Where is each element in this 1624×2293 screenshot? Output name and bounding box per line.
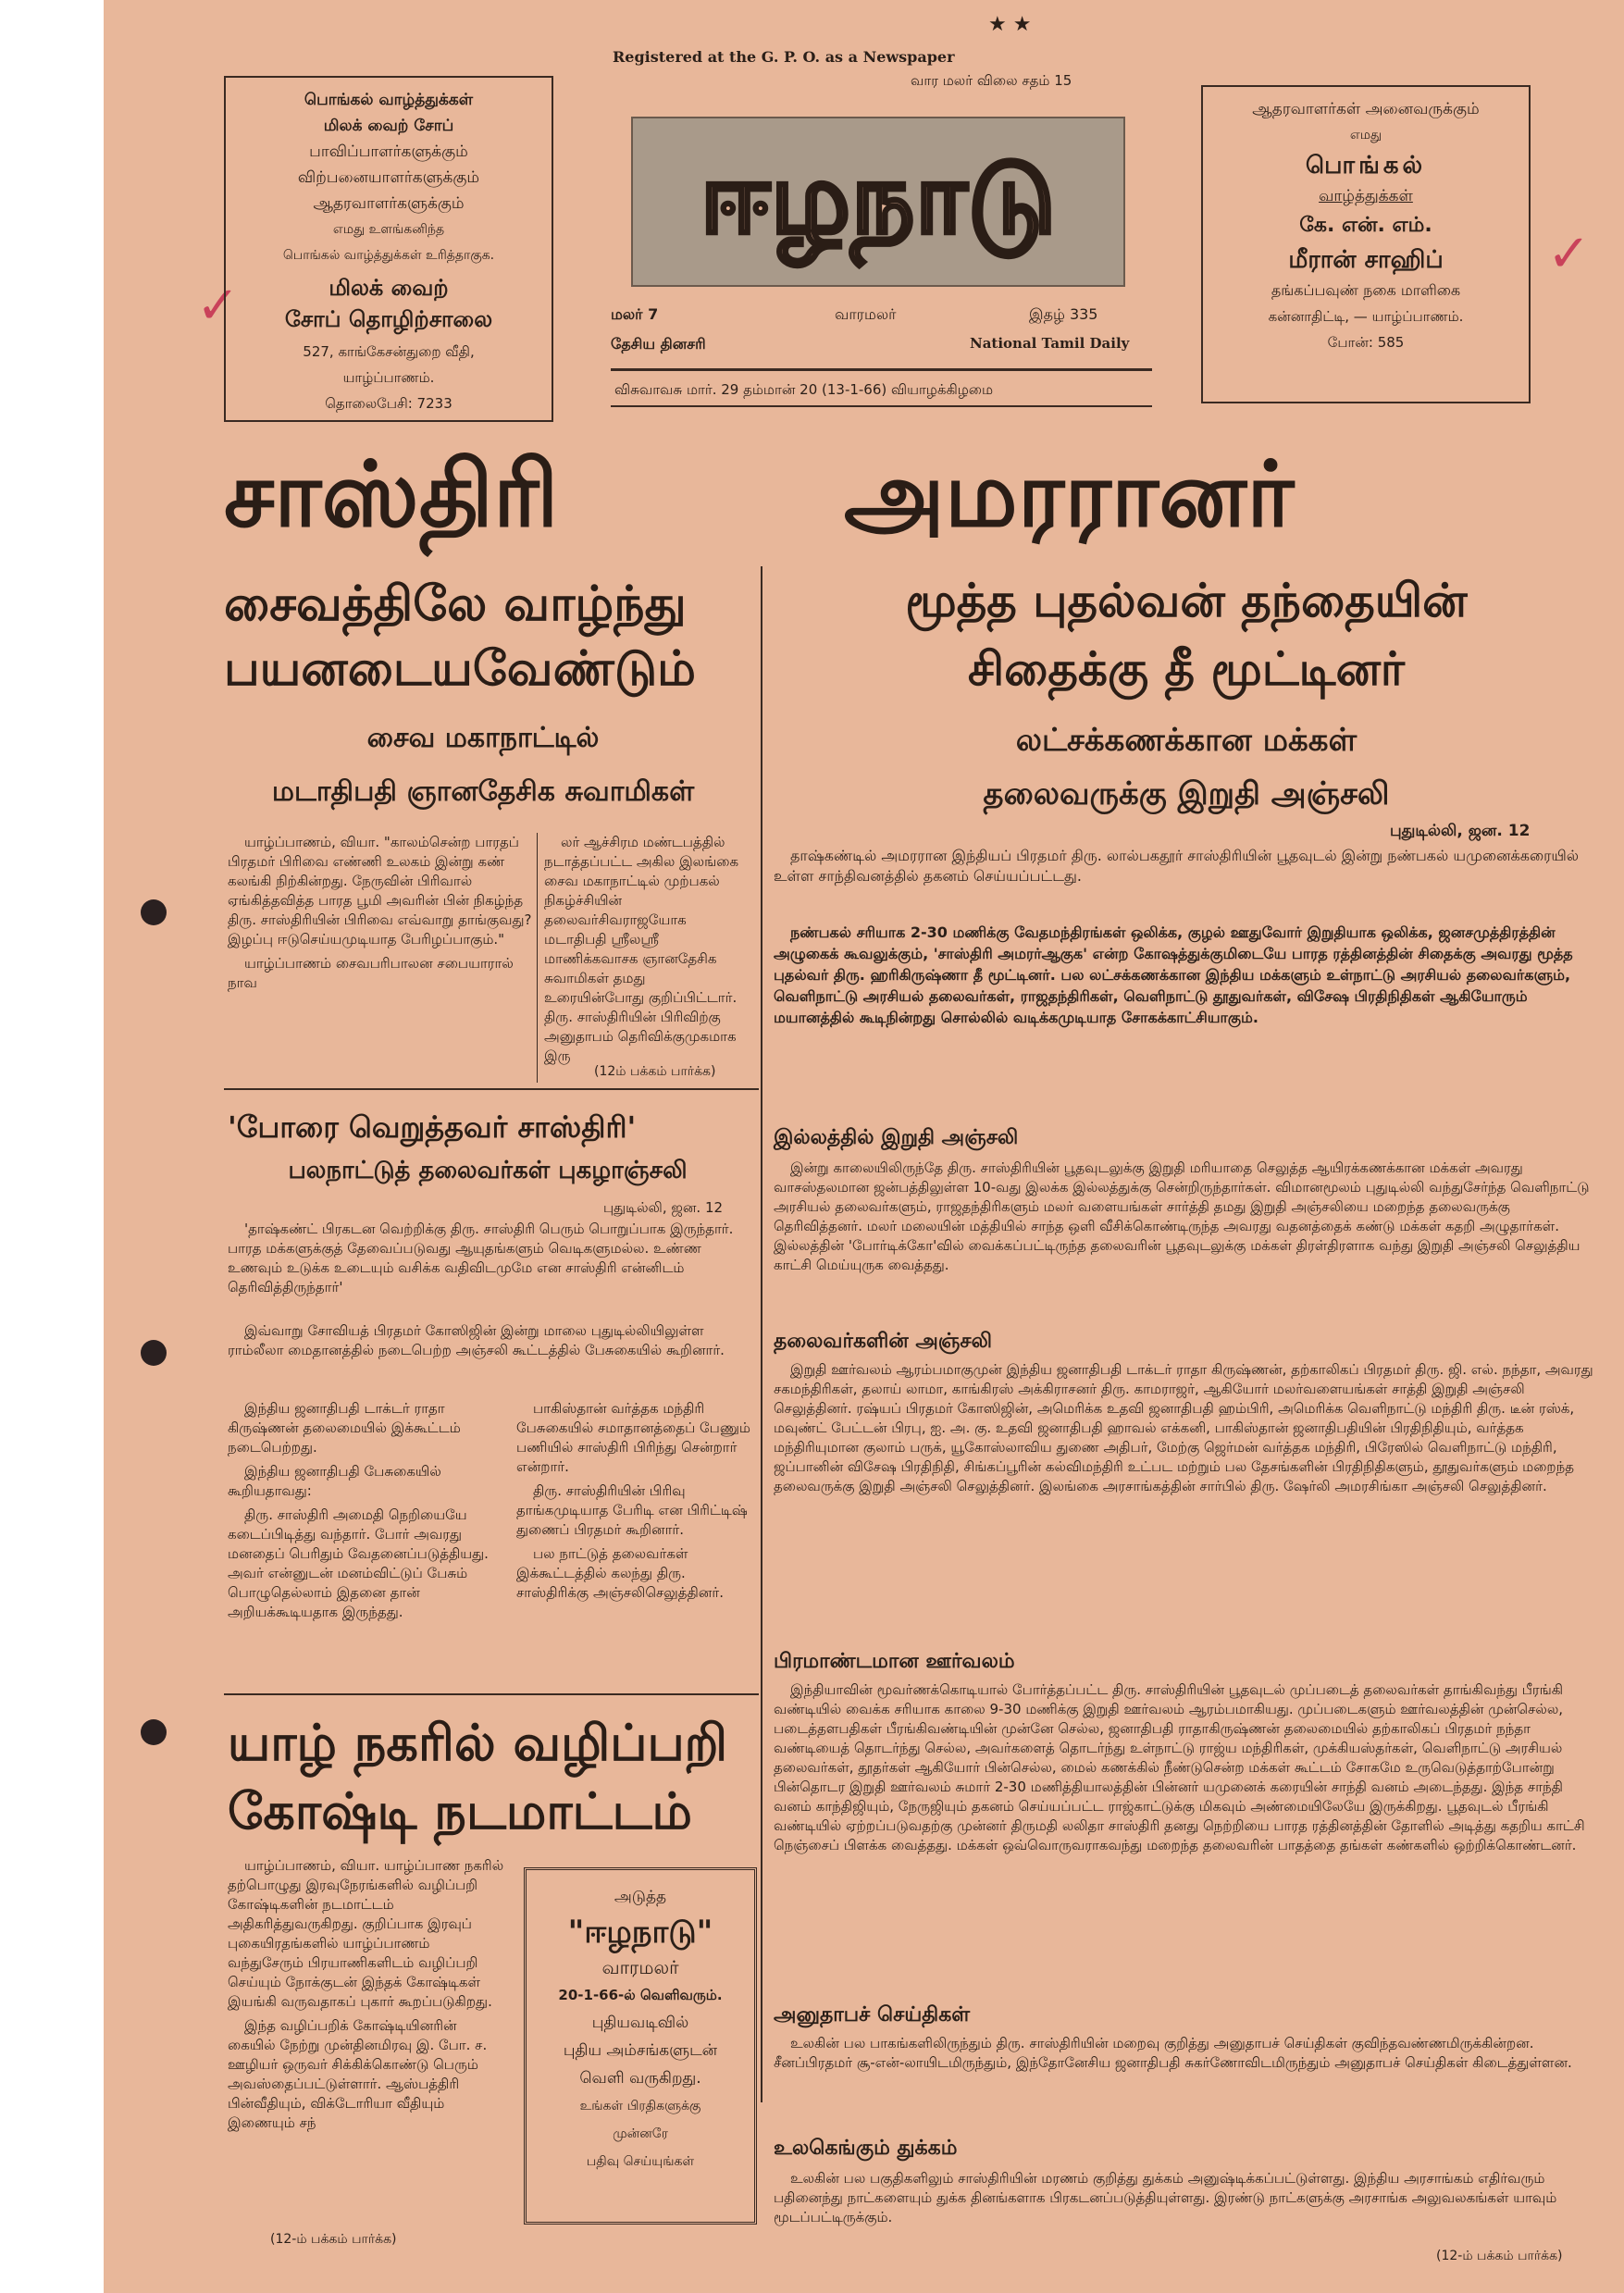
left-story-col-divider — [537, 833, 538, 1083]
issue-weekly: வாரமலர் — [835, 305, 897, 323]
right-story-subhead: லட்சக்கணக்கான மக்கள் — [1015, 722, 1357, 759]
bottom-story-headline: கோஷ்டி நடமாட்டம் — [228, 1781, 693, 1841]
left-story-subhead: மடாதிபதி ஞானதேசிக சுவாமிகள் — [271, 775, 695, 808]
ad-right-shop: தங்கப்பவுண் நகை மாளிகை — [1271, 281, 1461, 299]
right-story-dateline: புதுடில்லி, ஜன. 12 — [1390, 822, 1531, 840]
ad-left-phone: தொலைபேசி: 7233 — [325, 395, 452, 412]
notice-line: முன்னரே — [613, 2126, 668, 2141]
ad-left-line: ஆதரவாளர்களுக்கும் — [313, 194, 465, 213]
right-story-section-head: இல்லத்தில் இறுதி அஞ்சலி — [774, 1125, 1019, 1149]
right-story-para: தாஷ்கண்டில் அமரரான இந்தியப் பிரதமர் திரு. லால்பகதூர் சாஸ்திரியின் பூதவுடல் இன்று நண்பகல் யமுனைக்கரையில் உள்ள சாந்திவனத்தில் தகனம் செய்யப்பட்டது. — [774, 847, 1580, 885]
left-story-continued: (12ம் பக்கம் பார்க்க) — [594, 1064, 716, 1079]
ad-left-line: பொங்கல் வாழ்த்துக்கள் உரித்தாகுக. — [282, 248, 495, 263]
right-story-section-head: உலகெங்கும் துக்கம் — [774, 2136, 958, 2160]
punch-hole — [141, 1719, 167, 1745]
left-story-col2: லர் ஆச்சிரம மண்டபத்தில் நடாத்தப்பட்ட அகில இலங்கை சைவ மகாநாட்டில் முற்பகல் நிகழ்ச்சியின் தலைவர்சிவராஜயோக மடாதிபதி ஸ்ரீலஸ்ரீ மாணிக்கவாசக ஞானதேசிக சுவாமிகள் தமது உரையின்போது குறிப்பிட்டார். திரு. சாஸ்திரியின் பிரிவிற்கு அனுதாபம் தெரிவிக்குமுகமாக இரு — [544, 834, 739, 1064]
mid-story-headline: 'போரை வெறுத்தவர் சாஸ்திரி' — [228, 1109, 637, 1145]
notice-line: புதிய அம்சங்களுடன் — [563, 2041, 718, 2060]
banner-headline-right: அமரரானர் — [844, 441, 1295, 548]
right-story-section-text: இந்தியாவின் மூவர்ணக்கொடியால் போர்த்தப்பட்ட திரு. சாஸ்திரியின் பூதவுடல் முப்படைத் தலைவர்கள் தாங்கிவந்து பீரங்கி வண்டியில் வைக்க சரியாக காலை 9-30 மணிக்கு இறுதி ஊர்வலம் ஆரம்பமாகியது. முப்படைகளும் ஊர்வலத்தின் முன்செல்ல, படைத்தளபதிகள் பீரங்கிவண்டியின் முன்னே செல்ல, ஜனாதிபதி ராதாகிருஷ்ணன் தலைமையில் தற்காலிகப் பிரதமர் நந்தா வண்டியைத் தொடர்ந்து செல்ல, அவர்களைத் தொடர்ந்து உள்நாட்டு ராஜ்ய மந்திரிகள், முக்கியஸ்தர்கள், வெளிநாட்டு அரசியல் தலைவர்கள், தூதர்கள் ஆகியோர் பின்செல்ல, மைல் கணக்கில் நீண்டுசென்ற மக்கள் கூட்டம் சோகமே உருவெடுத்தாற்போன்று பின்தொடர இறுதி ஊர்வலம் சுமார் 2-30 மணித்தியாலத்தின் பின்னர் யமுனைக் கரையின் சாந்தி வனம் அடைந்தது. இந்த சாந்தி வனம் காந்திஜியும், நேருஜியும் தகனம் செய்யப்பட்ட ராஜ்காட்டுக்கு மிகவும் அண்மையிலேயே இருக்கிறது. பூதவுடல் பீரங்கி வண்டியில் ஏற்றப்படுவதற்கு முன்னர் திருமதி லலிதா சாஸ்திரி தனது நெற்றியை பாரத ரத்தினத்தின் தோளில் அடித்து கதறிய காட்சி நெஞ்சைப் பிளக்க வைத்தது. மக்கள் ஒவ்வொருவராகவந்து மறைந்த தலைவரின் பாதத்தை தங்கள் கண்களில் ஒற்றிக்கொண்டனர். — [774, 1681, 1585, 1853]
ad-right-line: எமது — [1349, 128, 1382, 143]
next-issue-notice — [524, 1867, 757, 2225]
right-story-section-head: பிரமாண்டமான ஊர்வலம் — [774, 1649, 1015, 1673]
ad-left-line: மிலக் வைற் சோப் — [323, 117, 454, 135]
bottom-story-continued: (12-ம் பக்கம் பார்க்க) — [270, 2232, 397, 2247]
dateline: விசுவாவசு மார். 29 தம்மான் 20 (13-1-66) வியாழக்கிழமை — [614, 381, 994, 398]
ad-right-phone: போன்: 585 — [1327, 334, 1405, 351]
notice-line: அடுத்த — [614, 1888, 667, 1906]
ad-left-line: எமது உளங்கனிந்த — [332, 222, 445, 237]
right-story-section-text: உலகின் பல பாகங்களிலிருந்தும் திரு. சாஸ்திரியின் மறைவு குறித்து அனுதாபச் செய்திகள் குவிந்தவண்ணமிருக்கின்றன. சீனப்பிரதமர் சூ-என்-லாயிடமிருந்தும், இந்தோனேசிய ஜனாதிபதி சுகர்ணோவிடமிருந்தும் அனுதாபச் செய்திகள் கிடைத்துள்ளன. — [774, 2035, 1572, 2071]
notice-line: உங்கள் பிரதிகளுக்கு — [579, 2099, 701, 2113]
issue-number: இதழ் 335 — [1029, 305, 1098, 323]
right-story-section-head: தலைவர்களின் அஞ்சலி — [774, 1329, 993, 1353]
ad-left-company: மிலக் வைற் — [329, 275, 449, 301]
national-daily-en: National Tamil Daily — [970, 335, 1130, 352]
right-story-section-text: இறுதி ஊர்வலம் ஆரம்பமாகுமுன் இந்திய ஜனாதிபதி டாக்டர் ராதா கிருஷ்ணன், தற்காலிகப் பிரதமர் திரு. ஜி. எல். நந்தா, அவரது சகமந்திரிகள், தலாய் லாமா, காங்கிரஸ் அக்கிராசனர் திரு. காமராஜர், ஆகியோர் மலர்வளையங்கள் சாத்தி இறுதி அஞ்சலி செலுத்தினர். ரஷ்யப் பிரதமர் கோஸிஜின், அமெரிக்க உதவி ஜனாதிபதி ஹம்பிரி, அமெரிக்க வெளிநாட்டு மந்திரி திரு. டீன் ரஸ்க், மவுண்ட் பேட்டன் பிரபு, ஐ. அ. கு. உதவி ஜனாதிபதி ஹாவல் எக்கனி, பாகிஸ்தான் ஜனாதிபதியின் பிரதிநிதியும், வர்த்தக மந்திரியுமான குலாம் பருக், யூகோஸ்லாவிய துணை அதிபர், மேற்கு ஜெர்மன் வர்த்தக மந்திரி, பிரேஸில் வெளிநாட்டு மந்திரி, ஜப்பானின் விசேஷ பிரதிநிதி, சிங்கப்பூரின் கல்விமந்திரி உட்பட மற்றும் பல தேசங்களின் பிரதிநிதிகளும், தூதுவர்களும் மறைந்த தலைவருக்கு இறுதி அஞ்சலி செலுத்தினர். இலங்கை அரசாங்கத்தின் சார்பில் திரு. ஷேர்லி அமரசிங்கா அஞ்சலி செலுத்தினர். — [774, 1361, 1593, 1494]
notice-title: "ஈழநாடு" — [567, 1914, 713, 1951]
ad-left-company: சோப் தொழிற்சாலை — [284, 306, 493, 332]
ad-right-name: மீரான் சாஹிப் — [1288, 246, 1444, 274]
price: வார மலர் விலை சதம் 15 — [911, 72, 1072, 89]
right-story-headline: சிதைக்கு தீ மூட்டினர் — [967, 641, 1406, 696]
punch-hole — [141, 899, 167, 925]
red-tick-mark: ✓ — [196, 276, 240, 336]
notice-line: 20-1-66-ல் வெளிவரும். — [558, 1987, 723, 2003]
mid-story-lead: இவ்வாறு சோவியத் பிரதமர் கோஸிஜின் இன்று மாலை புதுடில்லியிலுள்ள ராம்லீலா மைதானத்தில் நடைபெற்ற அஞ்சலி கூட்டத்தில் பேசுகையில் கூறினார். — [228, 1322, 725, 1358]
ad-right-big: பொங்கல் — [1305, 152, 1427, 180]
mid-story-col1: இந்திய ஜனாதிபதி டாக்டர் ராதா கிருஷ்ணன் தலைமையில் இக்கூட்டம் நடைபெற்றது. இந்திய ஜனாதிபதி பேசுகையில் கூறியதாவது: திரு. சாஸ்திரி அமைதி நெறியையே கடைப்பிடித்து வந்தார். போர் அவரது மனதைப் பெரிதும் வேதனைப்படுத்தியது. அவர் என்னுடன் மனம்விட்டுப் பேசும் பொழுதெல்லாம் இதனை தான் அறியக்கூடியதாக இருந்தது. — [228, 1400, 489, 1620]
right-story-headline: மூத்த புதல்வன் தந்தையின் — [905, 573, 1468, 627]
notice-line: பதிவு செய்யுங்கள் — [586, 2154, 695, 2169]
ad-right-loc1: கன்னாதிட்டி, — [1268, 308, 1350, 325]
ad-left-line: விற்பனையாளர்களுக்கும் — [297, 168, 480, 187]
red-tick-mark: ✓ — [1547, 224, 1591, 284]
banner-headline-left: சாஸ்திரி — [224, 441, 559, 548]
mid-story-rule — [224, 1693, 759, 1695]
notice-line: புதியவடிவில் — [591, 2014, 689, 2032]
punch-hole — [141, 1340, 167, 1366]
registration-line: Registered at the G. P. O. as a Newspaper — [613, 48, 955, 66]
column-divider — [761, 566, 762, 2102]
left-story-rule — [224, 1088, 759, 1090]
ad-left-address: 527, காங்கேசன்துறை வீதி, — [303, 343, 475, 360]
left-story-headline: பயனடையவேண்டும் — [224, 640, 696, 697]
mid-story-col2: பாகிஸ்தான் வர்த்தக மந்திரி பேசுகையில் சமாதானத்தைப் பேணும் பணியில் சாஸ்திரி பிரிந்து சென்றார் என்றார். திரு. சாஸ்திரியின் பிரிவு தாங்கமுடியாத பேரிடி என பிரிட்டிஷ் துணைப் பிரதமர் கூறினார். பல நாட்டுத் தலைவர்கள் இக்கூட்டத்தில் கலந்து திரு. சாஸ்திரிக்கு அஞ்சலிசெலுத்தினர். — [516, 1400, 750, 1601]
ad-right-initials: கே. என். எம். — [1299, 214, 1432, 237]
ad-left-city: யாழ்ப்பாணம். — [342, 369, 435, 386]
national-daily-ta: தேசிய தினசரி — [611, 335, 706, 353]
mid-story-subhead: பலநாட்டுத் தலைவர்கள் புகழாஞ்சலி — [288, 1157, 688, 1184]
notice-line: வாரமலர் — [601, 1956, 679, 1978]
ad-left-line: பாவிப்பாளர்களுக்கும் — [309, 143, 468, 161]
bottom-story-column: யாழ்ப்பாணம், வியா. யாழ்ப்பாண நகரில் தற்பொழுது இரவுநேரங்களில் வழிப்பறி கோஷ்டிகளின் நடமாட்டம் அதிகரித்துவருகிறது. குறிப்பாக இரவுப் புகையிரதங்களில் யாழ்ப்பாணம் வந்துசேரும் பிரயாணிகளிடம் வழிப்பறி செய்யும் நோக்குடன் இந்தக் கோஷ்டிகள் இயங்கி வருவதாகப் புகார் கூறப்படுகிறது. இந்த வழிப்பறிக் கோஷ்டியினரின் கையில் நேற்று முன்தினமிரவு இ. போ. ச. ஊழியர் ஒருவர் சிக்கிக்கொண்டு பெரும் அவஸ்தைப்பட்டுள்ளார். ஆஸ்பத்திரி பின்வீதியும், விக்டோரியா வீதியும் இணையும் சந் — [228, 1857, 504, 2131]
mid-story-quote: 'தாஷ்கண்ட் பிரகடன வெற்றிக்கு திரு. சாஸ்திரி பெரும் பொறுப்பாக இருந்தார். பாரத மக்களுக்குத் தேவைப்படுவது ஆயுதங்களும் வெடிகளுமல்ல. உண்ண உணவும் உடுக்க உடையும் வசிக்க வதிவிடமுமே என சாஸ்திரி என்னிடம் தெரிவித்திருந்தார்' — [228, 1221, 734, 1295]
ad-right-wishes: வாழ்த்துக்கள் — [1319, 187, 1413, 205]
issue-volume: மலர் 7 — [611, 305, 659, 323]
ad-right-line: ஆதரவாளர்கள் அனைவருக்கும் — [1252, 100, 1480, 118]
mid-story-dateline: புதுடில்லி, ஜன. 12 — [603, 1199, 724, 1216]
left-story-col1: யாழ்ப்பாணம், வியா. "காலம்சென்ற பாரதப் பிரதமர் பிரிவை எண்ணி உலகம் இன்று கண் கலங்கி நிற்கின்றது. நேருவின் பிரிவால் ஏங்கித்தவித்த பாரத பூமி அவரின் பின் நிகழ்ந்த திரு. சாஸ்திரியின் பிரிவை எவ்வாறு தாங்குவது? இழப்பு ஈடுசெய்யமுடியாத பேரிழப்பாகும்." யாழ்ப்பாணம் சைவபரிபாலன சபையாரால் நாவ — [228, 834, 532, 991]
masthead-title: ஈழநாடு — [700, 140, 1057, 256]
ad-left-box — [224, 76, 553, 422]
left-story-headline: சைவத்திலே வாழ்ந்து — [224, 576, 687, 632]
right-story-para: நண்பகல் சரியாக 2-30 மணிக்கு வேதமந்திரங்கள் ஒலிக்க, குழல் ஊதுவோர் இறுதியாக ஒலிக்க, ஜனசமுத்திரத்தின் அழுகைக் கூவலுக்கும், 'சாஸ்திரி அமரர்ஆகுக' என்ற கோஷத்துக்குமிடையே பாரத ரத்தினத்தின் சிதைக்கு அவரது மூத்த புதல்வர் திரு. ஹரிகிருஷ்ணா தீ மூட்டினர். பல லட்சக்கணக்கான இந்திய மக்களும் உள்நாட்டு அரசியல் தலைவர்களும், வெளிநாட்டு அரசியல் தலைவர்கள், ராஜதந்திரிகள், வெளிநாட்டு தூதுவர்கள், விசேஷ பிரதிநிதிகள் ஆகியோரும் மயானத்தில் கூடிநின்றது சொல்லில் வடிக்கமுடியாத சோகக்காட்சியாகும். — [774, 923, 1573, 1026]
dateline-rule-bottom — [611, 405, 1152, 407]
notice-line: வெளி வருகிறது. — [579, 2069, 701, 2088]
right-story-section-head: அனுதாபச் செய்திகள் — [774, 2002, 971, 2027]
bottom-story-headline: யாழ் நகரில் வழிப்பறி — [228, 1713, 728, 1772]
masthead — [631, 117, 1125, 287]
right-story-continued: (12-ம் பக்கம் பார்க்க) — [1436, 2249, 1563, 2263]
ad-right-loc2: யாழ்ப்பாணம். — [1371, 308, 1464, 325]
right-story-subhead: தலைவருக்கு இறுதி அஞ்சலி — [983, 775, 1390, 812]
ad-right-box: ஆதரவாளர்கள் அனைவருக்கும் எமது பொங்கல் வாழ்த்துக்கள் கே. என். எம். மீரான் சாஹிப் தங்கப்பவுண் நகை மாளிகை கன்னாதிட்டி, — யாழ்ப்பாணம். போன்: 585 — [1201, 85, 1531, 403]
stars: ★ ★ — [988, 13, 1032, 36]
left-story-subhead: சைவ மகாநாட்டில் — [366, 722, 600, 754]
newspaper-page — [104, 0, 1624, 2293]
dateline-rule-top — [611, 368, 1152, 371]
right-story-section-text: உலகின் பல பகுதிகளிலும் சாஸ்திரியின் மரணம் குறித்து துக்கம் அனுஷ்டிக்கப்பட்டுள்ளது. இந்திய அரசாங்கம் எதிர்வரும் பதினைந்து நாட்களையும் துக்க தினங்களாக பிரகடனப்படுத்தியுள்ளது. இரண்டு நாட்களுக்கு அரசாங்க அலுவலகங்கள் யாவும் மூடப்பட்டிருக்கும். — [774, 2170, 1557, 2225]
right-story-section-text: இன்று காலையிலிருந்தே திரு. சாஸ்திரியின் பூதவுடலுக்கு இறுதி மரியாதை செலுத்த ஆயிரக்கணக்கான மக்கள் அவரது வாசஸ்தலமான ஜன்பத்திலுள்ள 10-வது இலக்க இல்லத்துக்கு சென்றிருந்தார்கள். விமானமூலம் புதுடில்லி வந்துசேர்ந்த வெளிநாட்டு அரசியல் தலைவர்களும், ராஜதந்திரிகளும் மலர் வளையங்கள் சார்த்தி தமது இறுதி அஞ்சலியை மறைந்த தலைவருக்கு தெரிவித்தனர். மலர் மலையின் மத்தியில் சாந்த ஒளி வீசிக்கொண்டிருந்த அவரது வதனத்தைக் கண்டு மக்கள் கதறி அழுதார்கள். இல்லத்தின் 'போர்டிக்கோ'வில் வைக்கப்பட்டிருந்த தலைவரின் பூதவுடலுக்கு மக்கள் திரள்திரளாக வந்து இறுதி அஞ்சலி செலுத்திய காட்சி மெய்யுருக வைத்தது. — [774, 1159, 1590, 1273]
ad-left-line: பொங்கல் வாழ்த்துக்கள் — [304, 91, 474, 109]
